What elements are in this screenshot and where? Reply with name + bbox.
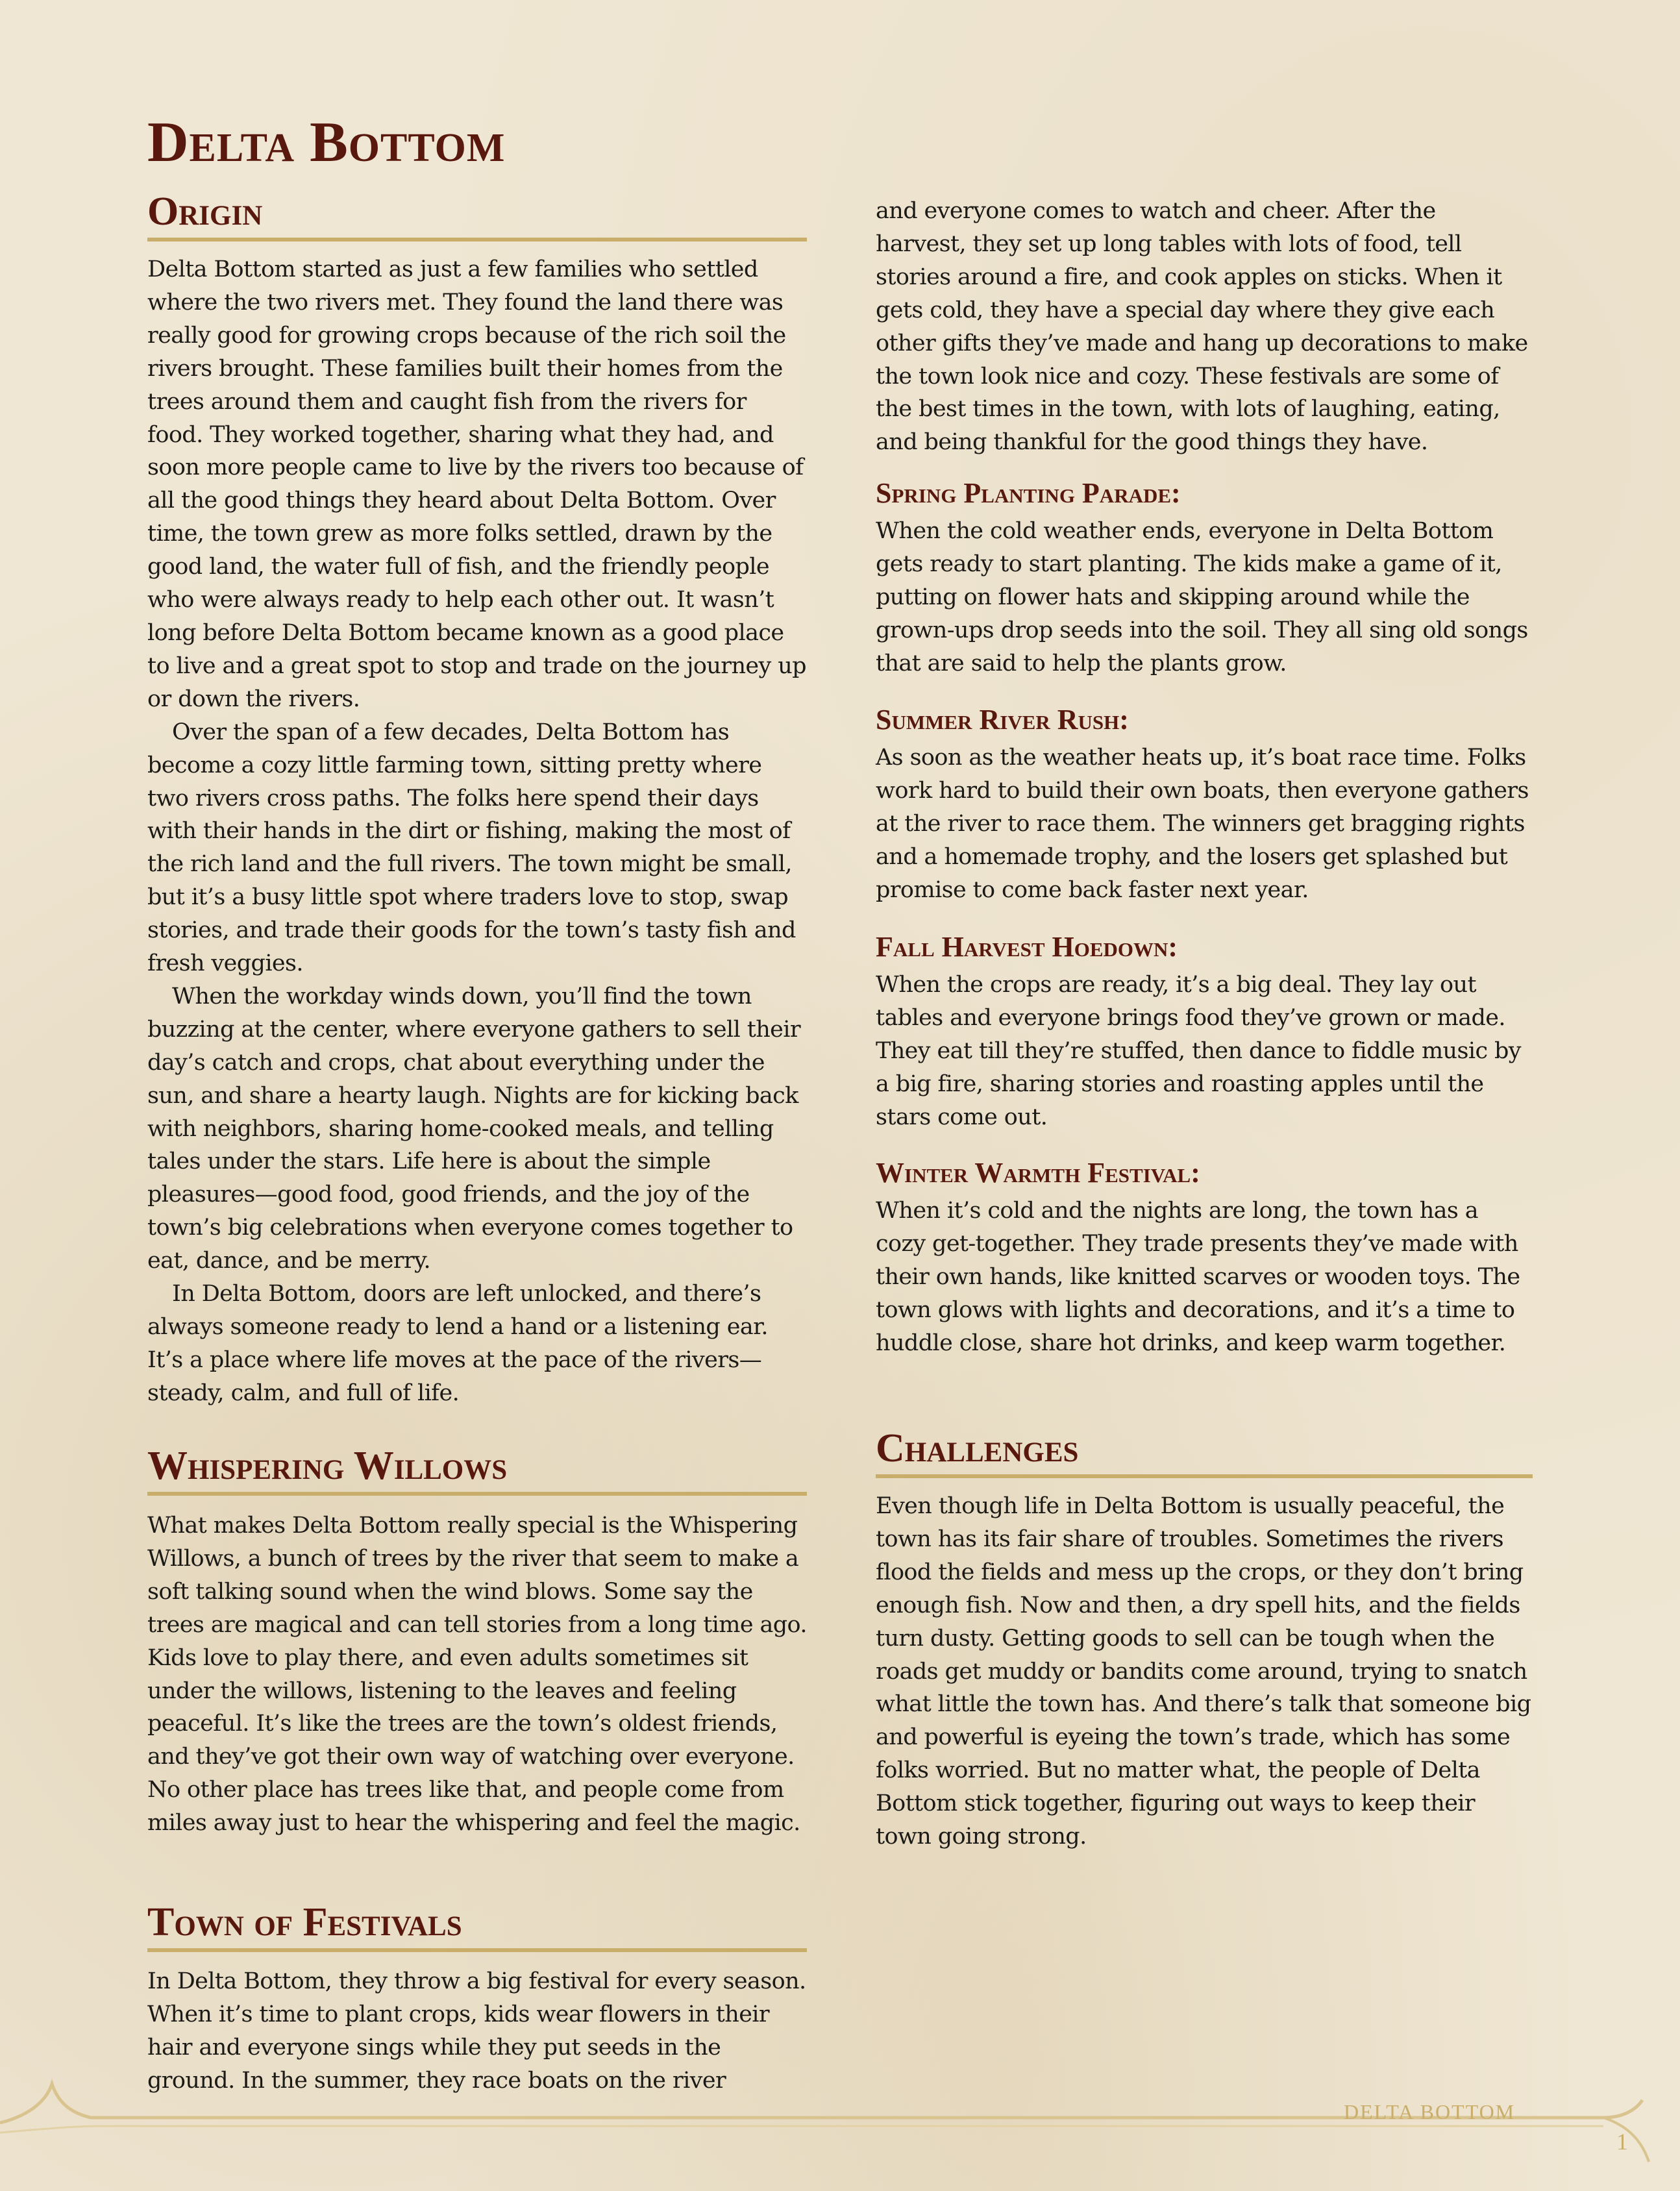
- winter-text: When it’s cold and the nights are long, the town has a cozy get-together. They trade presents they’ve made with their own hands, like knitted scarves or wooden toys. The town glows with lights and decorations, and it’s a time to huddle close, share hot drinks, and keep warm together.: [876, 1198, 1520, 1356]
- challenges-body: [876, 1490, 1533, 1853]
- festivals-body-cont: [876, 195, 1533, 459]
- spring-subsection: [876, 476, 1533, 680]
- fall-heading: Fall Harvest Hoedown:: [876, 931, 1178, 963]
- winter-subsection: [876, 1156, 1533, 1360]
- winter-heading: Winter Warmth Festival:: [876, 1157, 1200, 1189]
- origin-heading: Origin: [147, 188, 807, 241]
- footer-label: DELTA BOTTOM: [1344, 2100, 1516, 2123]
- fall-text: When the crops are ready, it’s a big deal. They lay out tables and everyone brings food they’ve grown or made. They eat till they’re stuffed, then dance to fiddle music by a big fire, sharing stories and roasting apples until the stars come out.: [876, 972, 1521, 1130]
- summer-text: As soon as the weather heats up, it’s boat race time. Folks work hard to build their own boats, then everyone gathers at the river to race them. The winners get bragging rights and a homemade trophy, and the losers get splashed but promise to come back faster next year.: [876, 745, 1529, 903]
- willows-paragraph: What makes Delta Bottom really special is the Whispering Willows, a bunch of trees by the river that seem to make a soft talking sound when the wind blows. Some say the trees are magical and can tell stories from a long time ago. Kids love to play there, and even adults sometimes sit under the willows, listening to the leaves and feeling peaceful. It’s like the trees are the town’s oldest friends, and they’ve got their own way of watching over everyone. No other place has trees like that, and people come from miles away just to hear the whispering and feel the magic.: [147, 1513, 807, 1837]
- fall-subsection: [876, 930, 1533, 1134]
- willows-body: [147, 1509, 807, 1840]
- challenges-heading: Challenges: [876, 1425, 1533, 1478]
- page-number: 1: [1616, 2129, 1628, 2155]
- spring-text: When the cold weather ends, everyone in Delta Bottom gets ready to start planting. The kids make a game of it, putting on flower hats and skipping around while the grown-ups drop seeds into the soil. They all sing old songs that are said to help the plants grow.: [876, 518, 1528, 676]
- summer-subsection: [876, 702, 1533, 907]
- challenges-section: [876, 1425, 1533, 1478]
- origin-paragraph-2: Over the span of a few decades, Delta Bottom has become a cozy little farming town, sitting pretty where two rivers cross paths. The folks here spend their days with their hands in the dirt or fishing, making the most of the rich land and the full rivers. The town might be small, but it’s a busy little spot where traders love to stop, swap stories, and trade their goods for the town’s tasty fish and fresh veggies.: [147, 719, 796, 977]
- festivals-paragraph-cont: and everyone comes to watch and cheer. After the harvest, they set up long tables with lots of food, tell stories around a fire, and cook apples on sticks. When it gets cold, they have a special day where they give each other gifts they’ve made and hang up decorations to make the town look nice and cozy. These festivals are some of the best times in the town, with lots of laughing, eating, and being thankful for the good things they have.: [876, 198, 1528, 456]
- spring-heading: Spring Planting Parade:: [876, 477, 1181, 509]
- footer-ornament-icon: [0, 2064, 1680, 2191]
- origin-paragraph-3: When the workday winds down, you’ll find the town buzzing at the center, where everyone gathers to sell their day’s catch and crops, chat about everything under the sun, and share a hearty laugh. Nights are for kicking back with neighbors, sharing home-cooked meals, and telling tales under the stars. Life here is about the simple pleasures—good food, good friends, and the joy of the town’s big celebrations when everyone comes together to eat, dance, and be merry.: [147, 983, 801, 1274]
- origin-body: [147, 253, 807, 1410]
- willows-section: [147, 1442, 807, 1496]
- origin-paragraph-4: In Delta Bottom, doors are left unlocked, and there’s always someone ready to lend a hand or a listening ear. It’s a place where life moves at the pace of the rivers—steady, calm, and full of life.: [147, 1281, 768, 1406]
- festivals-heading: Town of Festivals: [147, 1899, 807, 1952]
- origin-section: [147, 188, 807, 241]
- festivals-paragraph-start: In Delta Bottom, they throw a big festival for every season. When it’s time to plant crops, kids wear flowers in their hair and everyone sings while they put seeds in the ground. In the summer, they race boats on the river: [147, 1968, 806, 2094]
- challenges-paragraph: Even though life in Delta Bottom is usually peaceful, the town has its fair share of troubles. Sometimes the rivers flood the fields and mess up the crops, or they don’t bring enough fish. Now and then, a dry spell hits, and the fields turn dusty. Getting goods to sell can be tough when the roads get muddy or bandits come around, trying to snatch what little the town has. And there’s talk that someone big and powerful is eyeing the town’s trade, which has some folks worried. But no matter what, the people of Delta Bottom stick together, figuring out ways to keep their town going strong.: [876, 1493, 1531, 1850]
- page-title: Delta Bottom: [147, 111, 506, 174]
- summer-heading: Summer River Rush:: [876, 704, 1129, 736]
- willows-heading: Whispering Willows: [147, 1442, 807, 1496]
- origin-paragraph-1: Delta Bottom started as just a few families who settled where the two rivers met. They found the land there was really good for growing crops because of the rich soil the rivers brought. These families built their homes from the trees around them and caught fish from the rivers for food. They worked together, sharing what they had, and soon more people came to live by the rivers too because of all the good things they heard about Delta Bottom. Over time, the town grew as more folks settled, drawn by the good land, the water full of fish, and the friendly people who were always ready to help each other out. It wasn’t long before Delta Bottom became known as a good place to live and a great spot to stop and trade on the journey up or down the rivers.: [147, 256, 806, 712]
- festivals-section: [147, 1899, 807, 1952]
